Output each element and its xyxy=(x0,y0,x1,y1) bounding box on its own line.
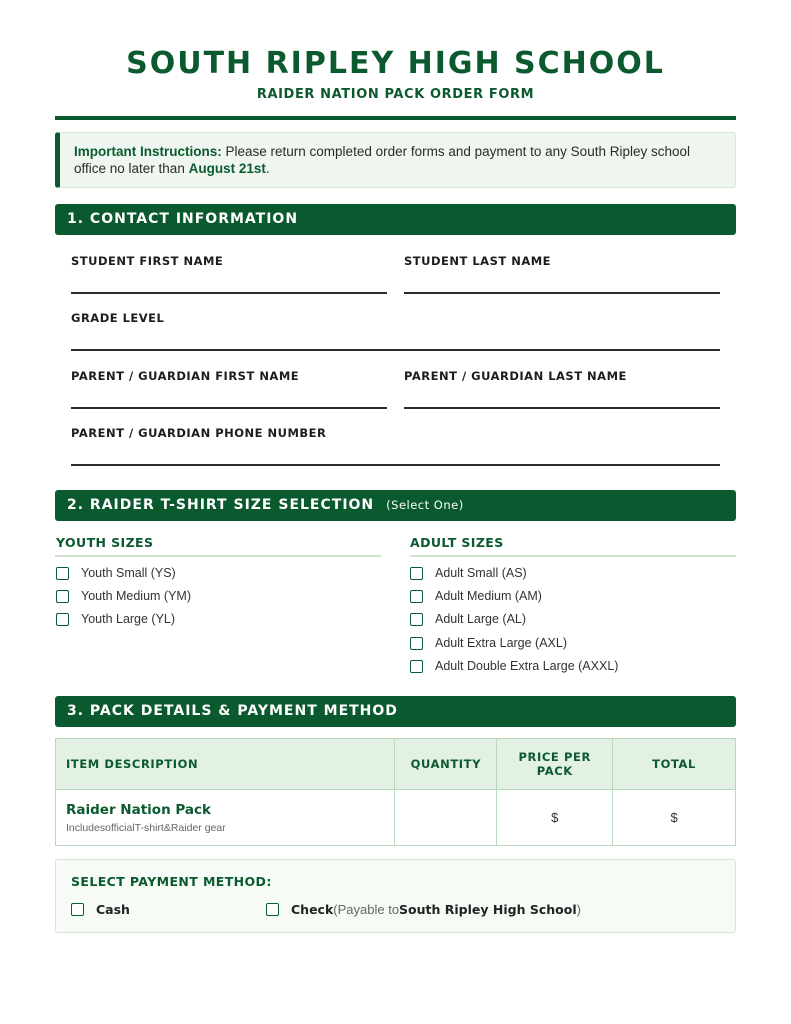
payment-method-box xyxy=(55,859,736,933)
adult-xxl-option[interactable] xyxy=(410,658,618,674)
notice-lead: Important Instructions: xyxy=(74,144,222,159)
quantity-input[interactable] xyxy=(395,790,497,846)
pack-order-table xyxy=(55,738,736,846)
adult-xxl-label: Adult Double Extra Large (AXXL) xyxy=(435,659,619,673)
col-quantity: QUANTITY xyxy=(395,739,497,790)
notice-end: . xyxy=(265,161,270,176)
item-name: Raider Nation Pack xyxy=(66,801,212,818)
section-pack-title: 3. PACK DETAILS & PAYMENT METHOD xyxy=(67,703,398,719)
youth-large-option[interactable] xyxy=(56,611,175,627)
student-last-name-label: STUDENT LAST NAME xyxy=(404,254,552,268)
youth-medium-checkbox[interactable] xyxy=(56,590,69,603)
adult-sizes-divider xyxy=(410,555,736,557)
parent-first-name-field[interactable] xyxy=(71,407,387,409)
adult-medium-checkbox[interactable] xyxy=(410,590,423,603)
section-contact-title: 1. CONTACT INFORMATION xyxy=(67,211,299,227)
youth-small-option[interactable] xyxy=(56,565,176,581)
youth-large-label: Youth Large (YL) xyxy=(81,612,176,626)
adult-medium-option[interactable] xyxy=(410,588,542,604)
adult-xl-label: Adult Extra Large (AXL) xyxy=(435,636,568,650)
price-per-pack-cell[interactable] xyxy=(497,790,613,846)
check-option[interactable] xyxy=(266,902,581,917)
notice-text: Please return completed order forms and payment to any South Ripley school office no later than xyxy=(74,144,690,176)
youth-sizes-divider xyxy=(55,555,381,557)
total-dollar-sign: $ xyxy=(670,810,678,825)
col-price-per-pack: PRICE PER PACK xyxy=(497,739,613,790)
adult-xl-option[interactable] xyxy=(410,635,567,651)
check-payee: South Ripley High School xyxy=(399,902,577,917)
parent-phone-label: PARENT / GUARDIAN PHONE NUMBER xyxy=(71,426,327,440)
table-row xyxy=(56,790,736,846)
check-label: Check xyxy=(291,902,334,917)
grade-level-label: GRADE LEVEL xyxy=(71,311,165,325)
youth-small-label: Youth Small (YS) xyxy=(81,566,176,580)
section-tshirt-title: 2. RAIDER T-SHIRT SIZE SELECTION xyxy=(67,497,375,513)
youth-medium-option[interactable] xyxy=(56,588,191,604)
cash-label: Cash xyxy=(96,902,130,917)
title-divider xyxy=(55,116,736,120)
item-description: IncludesofficialT-shirt&Raider gear xyxy=(66,821,226,834)
price-dollar-sign: $ xyxy=(551,810,559,825)
adult-sizes-heading: ADULT SIZES xyxy=(410,535,504,550)
table-header-row xyxy=(56,739,736,790)
parent-last-name-label: PARENT / GUARDIAN LAST NAME xyxy=(404,369,627,383)
youth-sizes-heading: YOUTH SIZES xyxy=(56,535,154,550)
adult-xl-checkbox[interactable] xyxy=(410,637,423,650)
youth-small-checkbox[interactable] xyxy=(56,567,69,580)
col-item-description: ITEM DESCRIPTION xyxy=(56,739,395,790)
select-one-note: (Select One) xyxy=(386,498,464,512)
student-first-name-label: STUDENT FIRST NAME xyxy=(71,254,224,268)
youth-medium-label: Youth Medium (YM) xyxy=(81,589,191,603)
adult-small-option[interactable] xyxy=(410,565,527,581)
total-cell[interactable] xyxy=(613,790,736,846)
adult-small-label: Adult Small (AS) xyxy=(435,566,527,580)
school-title: SOUTH RIPLEY HIGH SCHOOL xyxy=(126,46,665,81)
col-total: TOTAL xyxy=(613,739,736,790)
payment-method-heading: SELECT PAYMENT METHOD: xyxy=(71,874,272,889)
youth-large-checkbox[interactable] xyxy=(56,613,69,626)
adult-xxl-checkbox[interactable] xyxy=(410,660,423,673)
check-checkbox[interactable] xyxy=(266,903,279,916)
adult-large-label: Adult Large (AL) xyxy=(435,612,527,626)
section-pack-header xyxy=(55,696,736,727)
adult-medium-label: Adult Medium (AM) xyxy=(435,589,542,603)
parent-last-name-field[interactable] xyxy=(404,407,720,409)
check-note-open: (Payable to xyxy=(333,902,400,917)
section-tshirt-header xyxy=(55,490,736,521)
adult-large-option[interactable] xyxy=(410,611,526,627)
notice-deadline: August 21st xyxy=(188,161,266,176)
parent-first-name-label: PARENT / GUARDIAN FIRST NAME xyxy=(71,369,300,383)
adult-large-checkbox[interactable] xyxy=(410,613,423,626)
student-last-name-field[interactable] xyxy=(404,292,720,294)
cash-option[interactable] xyxy=(71,902,130,917)
check-note-close: ) xyxy=(576,902,581,917)
instructions-notice xyxy=(55,132,736,188)
form-subtitle: RAIDER NATION PACK ORDER FORM xyxy=(256,87,535,102)
adult-small-checkbox[interactable] xyxy=(410,567,423,580)
student-first-name-field[interactable] xyxy=(71,292,387,294)
grade-level-field[interactable] xyxy=(71,349,720,351)
parent-phone-field[interactable] xyxy=(71,464,720,466)
item-description-cell xyxy=(56,790,395,846)
cash-checkbox[interactable] xyxy=(71,903,84,916)
section-contact-header xyxy=(55,204,736,235)
